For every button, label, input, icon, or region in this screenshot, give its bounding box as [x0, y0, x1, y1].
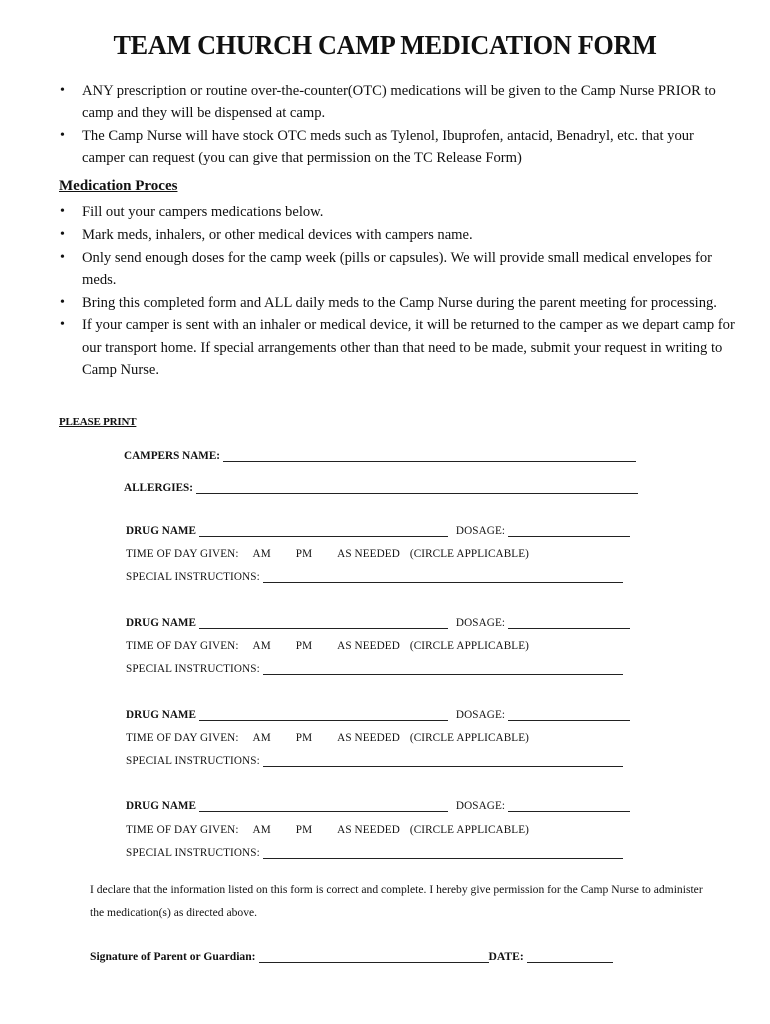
- campers-name-field[interactable]: [223, 451, 636, 462]
- process-bullet: • Fill out your campers medications below.: [56, 201, 736, 223]
- intro-section: [56, 80, 736, 169]
- special-instructions-row: [126, 847, 623, 859]
- dosage-field[interactable]: [508, 618, 630, 629]
- am-option[interactable]: AM: [252, 640, 271, 652]
- pm-option[interactable]: PM: [295, 640, 313, 652]
- special-instructions-label: SPECIAL INSTRUCTIONS:: [126, 571, 260, 583]
- special-instructions-field[interactable]: [263, 664, 623, 675]
- special-instructions-row: [126, 571, 623, 583]
- time-of-day-row: [126, 640, 529, 652]
- dosage-field[interactable]: [508, 710, 630, 721]
- time-of-day-row: [126, 732, 529, 744]
- dosage-label: DOSAGE:: [455, 800, 506, 812]
- dosage-field[interactable]: [508, 526, 630, 537]
- pm-option[interactable]: PM: [295, 824, 313, 836]
- campers-name-row: [124, 450, 636, 462]
- allergies-label: ALLERGIES:: [124, 482, 194, 494]
- time-of-day-label: TIME OF DAY GIVEN:: [126, 824, 239, 836]
- circle-applicable-note: (CIRCLE APPLICABLE): [409, 732, 529, 744]
- date-label: DATE:: [488, 950, 524, 963]
- process-bullet: • If your camper is sent with an inhaler or medical device, it will be returned to the camper as we depart camp for our transport home. If special arrangements other than that need to be made, submit your request in writing to Camp Nurse.: [56, 314, 736, 381]
- drug-name-label: DRUG NAME: [126, 709, 196, 721]
- drug-name-field[interactable]: [199, 801, 448, 812]
- as-needed-option[interactable]: AS NEEDED: [337, 548, 400, 560]
- please-print-label: PLEASE PRINT: [59, 416, 137, 428]
- process-bullet: • Bring this completed form and ALL daily meds to the Camp Nurse during the parent meeting for processing.: [56, 292, 736, 314]
- circle-applicable-note: (CIRCLE APPLICABLE): [409, 824, 529, 836]
- special-instructions-row: [126, 663, 623, 675]
- process-bullet: • Only send enough doses for the camp week (pills or capsules). We will provide small medical envelopes for meds.: [56, 247, 736, 292]
- am-option[interactable]: AM: [252, 548, 271, 560]
- special-instructions-label: SPECIAL INSTRUCTIONS:: [126, 663, 260, 675]
- declaration-text: I declare that the information listed on this form is correct and complete. I hereby give permission for the Camp Nurse to administer the medication(s) as directed above.: [90, 883, 703, 919]
- campers-name-label: CAMPERS NAME:: [124, 450, 221, 462]
- time-of-day-row: [126, 824, 529, 836]
- dosage-label: DOSAGE:: [455, 525, 506, 537]
- signature-label: Signature of Parent or Guardian:: [90, 950, 256, 963]
- special-instructions-field[interactable]: [263, 756, 623, 767]
- time-of-day-label: TIME OF DAY GIVEN:: [126, 548, 239, 560]
- as-needed-option[interactable]: AS NEEDED: [337, 732, 400, 744]
- drug-name-field[interactable]: [199, 710, 448, 721]
- as-needed-option[interactable]: AS NEEDED: [337, 824, 400, 836]
- drug-name-row: [126, 525, 630, 537]
- pm-option[interactable]: PM: [295, 732, 313, 744]
- pm-option[interactable]: PM: [295, 548, 313, 560]
- special-instructions-label: SPECIAL INSTRUCTIONS:: [126, 847, 260, 859]
- dosage-label: DOSAGE:: [455, 617, 506, 629]
- date-field[interactable]: [527, 952, 613, 963]
- intro-bullet: • ANY prescription or routine over-the-counter(OTC) medications will be given to the Camp Nurse PRIOR to camp and they will be dispensed at camp.: [56, 80, 736, 125]
- drug-name-row: [126, 800, 630, 812]
- dosage-field[interactable]: [508, 801, 630, 812]
- time-of-day-label: TIME OF DAY GIVEN:: [126, 640, 239, 652]
- signature-field[interactable]: [259, 952, 489, 963]
- circle-applicable-note: (CIRCLE APPLICABLE): [409, 548, 529, 560]
- allergies-field[interactable]: [196, 483, 638, 494]
- time-of-day-label: TIME OF DAY GIVEN:: [126, 732, 239, 744]
- drug-name-label: DRUG NAME: [126, 525, 196, 537]
- drug-name-field[interactable]: [199, 618, 448, 629]
- drug-name-label: DRUG NAME: [126, 800, 196, 812]
- special-instructions-field[interactable]: [263, 572, 623, 583]
- intro-bullet: • The Camp Nurse will have stock OTC meds such as Tylenol, Ibuprofen, antacid, Benadryl, etc. that your camper can request (you can give that permission on the TC Release Form): [56, 125, 736, 170]
- drug-name-row: [126, 709, 630, 721]
- signature-row: [90, 950, 613, 963]
- am-option[interactable]: AM: [252, 824, 271, 836]
- drug-name-field[interactable]: [199, 526, 448, 537]
- am-option[interactable]: AM: [252, 732, 271, 744]
- allergies-row: [124, 482, 638, 494]
- drug-name-label: DRUG NAME: [126, 617, 196, 629]
- form-title: TEAM CHURCH CAMP MEDICATION FORM: [113, 30, 657, 60]
- as-needed-option[interactable]: AS NEEDED: [337, 640, 400, 652]
- drug-name-row: [126, 617, 630, 629]
- dosage-label: DOSAGE:: [455, 709, 506, 721]
- process-bullet: • Mark meds, inhalers, or other medical devices with campers name.: [56, 224, 736, 246]
- circle-applicable-note: (CIRCLE APPLICABLE): [409, 640, 529, 652]
- process-section: [56, 201, 736, 381]
- special-instructions-label: SPECIAL INSTRUCTIONS:: [126, 755, 260, 767]
- special-instructions-field[interactable]: [263, 848, 623, 859]
- process-heading: Medication Proces: [59, 178, 178, 194]
- time-of-day-row: [126, 548, 529, 560]
- special-instructions-row: [126, 755, 623, 767]
